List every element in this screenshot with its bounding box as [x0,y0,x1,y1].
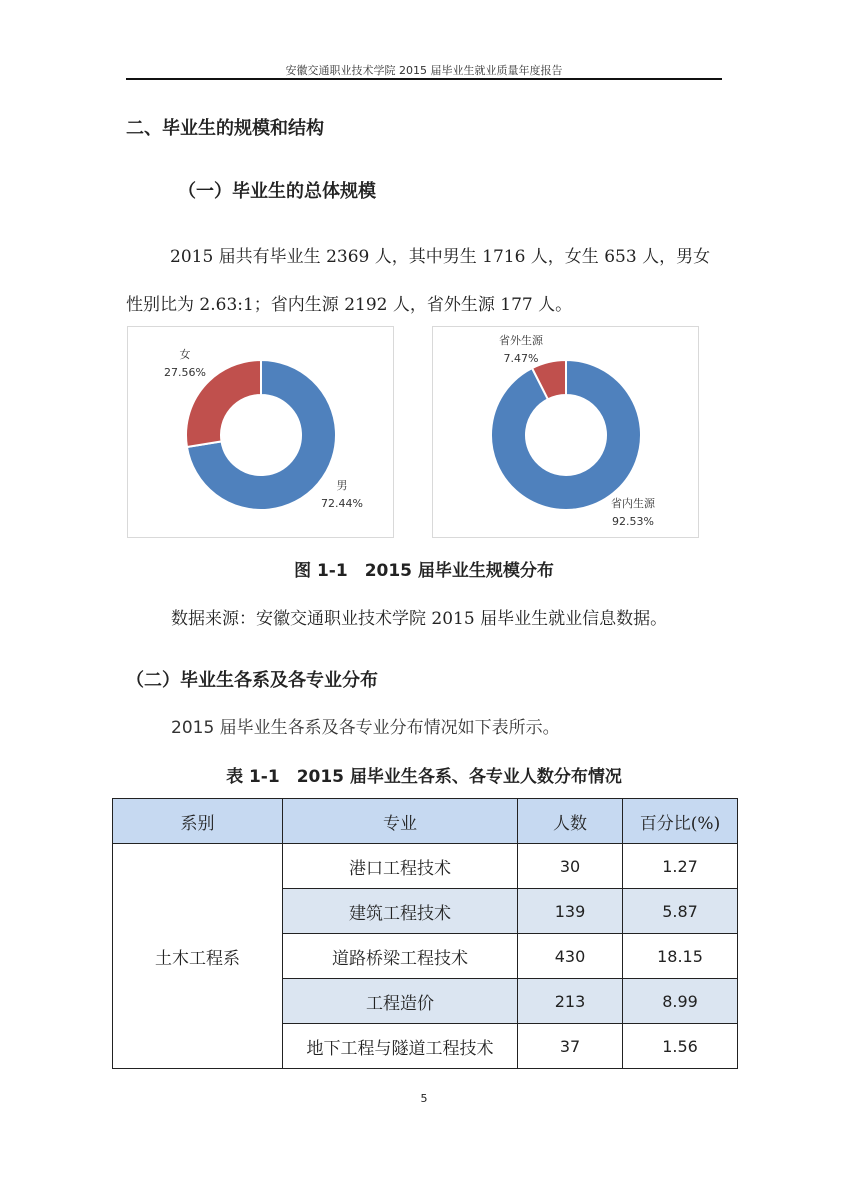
percent-cell: 18.15 [623,934,738,979]
subsection-heading-1: （一）毕业生的总体规模 [178,181,376,202]
table-header-row [113,799,738,844]
percent-cell: 1.27 [623,844,738,889]
percent-cell: 1.56 [623,1024,738,1069]
percent-cell: 5.87 [623,889,738,934]
header-percent: 百分比(%) [623,799,738,844]
count-cell: 37 [518,1024,623,1069]
major-cell: 道路桥梁工程技术 [283,934,518,979]
scale-paragraph: 2015 届共有毕业生 2369 人，其中男生 1716 人，女生 653 人，男女性别比为 2.63:1；省内生源 2192 人，省外生源 177 人。 [126,247,711,315]
gender-donut-svg [128,327,393,537]
department-cell: 土木工程系 [113,844,283,1069]
header-department: 系别 [113,799,283,844]
count-cell: 213 [518,979,623,1024]
table-row [113,844,738,889]
major-cell: 工程造价 [283,979,518,1024]
distribution-table [112,798,738,1069]
slice-percent-label: 72.44% [321,497,363,510]
running-header: 安徽交通职业技术学院 2015 届毕业生就业质量年度报告 [285,64,563,77]
slice-percent-label: 92.53% [612,515,654,528]
table-caption: 表 1-1 2015 届毕业生各系、各专业人数分布情况 [226,767,622,787]
header-rule [126,78,722,80]
section-heading: 二、毕业生的规模和结构 [126,118,324,139]
major-cell: 港口工程技术 [283,844,518,889]
slice-label: 女 [179,348,191,361]
page-number: 5 [420,1092,428,1105]
major-cell: 建筑工程技术 [283,889,518,934]
gender-donut-chart [127,326,394,538]
major-cell: 地下工程与隧道工程技术 [283,1024,518,1069]
origin-donut-svg [433,327,698,537]
slice-label: 省外生源 [499,334,543,347]
header-major: 专业 [283,799,518,844]
data-source-note: 数据来源：安徽交通职业技术学院 2015 届毕业生就业信息数据。 [171,609,668,629]
slice-percent-label: 27.56% [164,366,206,379]
table-intro: 2015 届毕业生各系及各专业分布情况如下表所示。 [171,718,560,738]
count-cell: 139 [518,889,623,934]
count-cell: 430 [518,934,623,979]
percent-cell: 8.99 [623,979,738,1024]
header-count: 人数 [518,799,623,844]
slice-percent-label: 7.47% [503,352,539,365]
figure-caption: 图 1-1 2015 届毕业生规模分布 [294,561,554,581]
origin-donut-chart [432,326,699,538]
subsection-heading-2: （二）毕业生各系及各专业分布 [126,670,378,691]
slice-label: 省内生源 [611,497,655,510]
slice-label: 男 [336,479,348,492]
count-cell: 30 [518,844,623,889]
